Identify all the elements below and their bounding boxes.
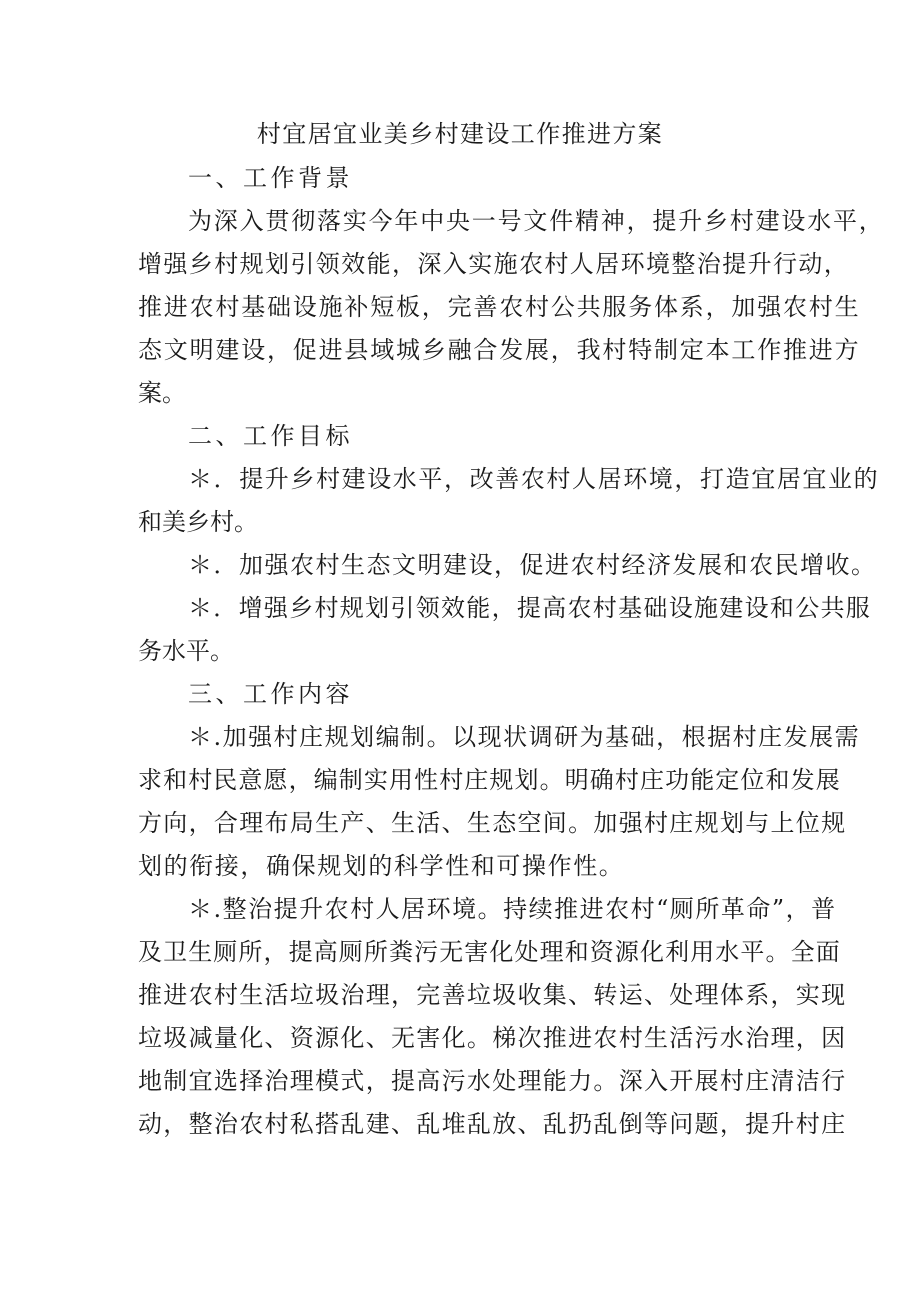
paragraph-line: ＊．增强乡村规划引领效能，提高农村基础设施建设和公共服 <box>188 594 872 622</box>
paragraph-line: 求和村民意愿，编制实用性村庄规划。明确村庄功能定位和发展 <box>138 766 841 794</box>
paragraph-line: 和美乡村。 <box>138 508 258 536</box>
paragraph-line: 为深入贯彻落实今年中央一号文件精神，提升乡村建设水平， <box>188 207 885 235</box>
paragraph-line: ＊．加强农村生态文明建设，促进农村经济发展和农民增收。 <box>188 551 877 579</box>
section-heading-background: 一、工作背景 <box>188 164 353 192</box>
paragraph-line: ＊.整治提升农村人居环境。持续推进农村“厕所革命”，普 <box>188 895 837 923</box>
paragraph-line: ＊.加强村庄规划编制。以现状调研为基础，根据村庄发展需 <box>188 723 861 751</box>
paragraph-line: 及卫生厕所，提高厕所粪污无害化处理和资源化利用水平。全面 <box>138 938 841 966</box>
paragraph-line: 态文明建设，促进县域城乡融合发展，我村特制定本工作推进方 <box>138 336 861 364</box>
section-heading-goals: 二、工作目标 <box>188 422 353 450</box>
paragraph-line: 动，整治农村私搭乱建、乱堆乱放、乱扔乱倒等问题，提升村庄 <box>138 1110 847 1138</box>
paragraph-line: 增强乡村规划引领效能，深入实施农村人居环境整治提升行动， <box>138 250 850 278</box>
paragraph-line: 推进农村生活垃圾治理，完善垃圾收集、转运、处理体系，实现 <box>138 981 847 1009</box>
paragraph-line: ＊．提升乡村建设水平，改善农村人居环境，打造宜居宜业的 <box>188 465 880 493</box>
paragraph-line: 方向，合理布局生产、生活、生态空间。加强村庄规划与上位规 <box>138 809 847 837</box>
document-title: 村宜居宜业美乡村建设工作推进方案 <box>256 120 664 148</box>
paragraph-line: 务水平。 <box>138 637 234 665</box>
section-heading-content: 三、工作内容 <box>188 680 353 708</box>
paragraph-line: 推进农村基础设施补短板，完善农村公共服务体系，加强农村生 <box>138 293 861 321</box>
paragraph-line: 地制宜选择治理模式，提高污水处理能力。深入开展村庄清洁行 <box>138 1067 847 1095</box>
paragraph-line: 划的衔接，确保规划的科学性和可操作性。 <box>138 852 625 880</box>
paragraph-line: 案。 <box>138 379 186 407</box>
paragraph-line: 垃圾减量化、资源化、无害化。梯次推进农村生活污水治理，因 <box>138 1024 847 1052</box>
